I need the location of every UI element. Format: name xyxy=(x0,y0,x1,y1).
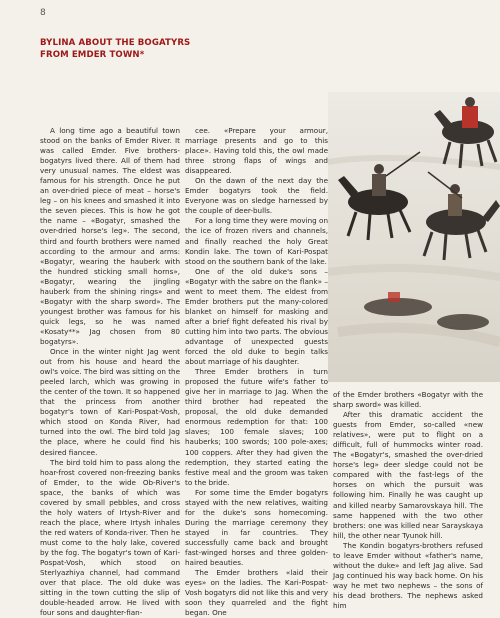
text-column-2 xyxy=(185,126,328,618)
article-title xyxy=(40,37,240,61)
paragraph: For some time the Emder bogatyrs stayed with the new relatives, waiting for the duke's sons homecoming. During the marriage ceremony they stayed in far countries. They successfully came back and brought fast-winged horses and three golden-haired beauties. xyxy=(185,487,328,568)
text-column-3 xyxy=(333,390,483,611)
page-number: 8 xyxy=(40,8,46,18)
title-line-1: BYLINA ABOUT THE BOGATYRS xyxy=(40,38,191,48)
title-line-2: FROM EMDER TOWN* xyxy=(40,50,145,60)
paragraph: cee. «Prepare your armour, marriage presents and go to this place». Having told this, the owl made three strong flaps of wings and disappeared. xyxy=(185,126,328,176)
paragraph: On the dawn of the next day the Emder bogatyrs took the field. Everyone was on sledge harnessed by the couple of deer-bulls. xyxy=(185,176,328,216)
paragraph: The Kondin bogatyrs-brothers refused to leave Emder without «father's name, without the duke» and left Jag alive. Sad Jag continued his way back home. On his way he met two nephews – the sons of his dead brothers. The nephews asked him xyxy=(333,540,483,610)
illustration-painting xyxy=(328,92,500,382)
paragraph: The Emder brothers «laid their eyes» on the ladies. The Kari-Pospat-Vosh bogatyrs did not like this and very soon they quarreled and the fight began. One xyxy=(185,568,328,618)
paragraph: One of the old duke's sons – «Bogatyr with the sabre on the flank» – went to meet them. The eldest from Emder brothers put the many-colored blanket on himself for masking and after a brief fight defeated his rival by cutting him into two parts. The obvious advantage of unexpected guests forced the old duke to begin talks about marriage of his daughter. xyxy=(185,266,328,367)
paragraph: For a long time they were moving on the ice of frozen rivers and channels, and finally reached the holy Great Kondin lake. The town of Kari-Pospat stood on the southern bank of the lake. xyxy=(185,216,328,266)
painting-svg xyxy=(328,92,500,382)
paragraph: The bird told him to pass along the hoar-frost covered non-freezing banks of Emder, to the wide Ob-River's space, the banks of which was covered by small pebbles, and cross the holy waters of Irtysh-River and reach the place, where Irtysh inhales the red waters of Konda-river. Then he must come to the holy lake, covered by the fog. The bogatyr's town of Kari-Pospat-Vosh, which stood on Sterlyazhiya channel, had command over that place. The old duke was sitting in the town cutting the slip of double-headed arrow. He lived with four sons and daughter-fian- xyxy=(40,457,180,618)
text-column-1 xyxy=(40,126,180,618)
paragraph: Once in the winter night Jag went out from his house and heard the owl's voice. The bird was sitting on the peeled larch, which was growing in the center of the town. It so happened that the princess from another bogatyr's town of Kari-Pospat-Vosh, which stood on Konda River, had turned into the owl. The bird told Jag the place, where he could find his desired fiancee. xyxy=(40,347,180,457)
paragraph: Three Emder brothers in turn proposed the future wife's father to give her in marriage to Jag. When the third brother had repeated the proposal, the old duke demanded enormous redemption for that: 100 slaves; 100 female slaves; 100 hauberks; 100 swords; 100 pole-axes; 100 coppers. After they had given the redemption, they started eating the festive meal and the groom was taken to the bride. xyxy=(185,367,328,487)
paragraph: After this dramatic accident the guests from Emder, so-called «new relatives», were put to flight on a difficult, full of hummocks winter road. The «Bogatyr's, smashed the over-dried horse's leg» deer sledge could not be compared with the fast-legs of the horses on which the pursuit was following him. Finally he was caught up and killed nearby Samarovskaya hill. The same happened with the two other brothers: one was killed near Sarayskaya hill, the other near Tyunok hill. xyxy=(333,410,483,540)
paragraph: A long time ago a beautiful town stood on the banks of Emder River. It was called Emder. Five brothers-bogatyrs lived there. All of them had very unusual names. The eldest was famous for his strength. Once he put an over-dried piece of meat – horse's leg – on his knees and smashed it into the seven pieces. This is how he got the name – «Bogatyr, smashed the over-dried horse's leg». The second, third and fourth brothers were named according to the armour and arms: «Bogatyr, wearing the hauberk with the hundred sticking small horns», «Bogatyr, wearing the jingling hauberk from the shining rings» and «Bogatyr with the sharp sword». The youngest brother was famous for his quick legs, so he was named «Kosaty**» Jag chosen from 80 bogatyrs». xyxy=(40,126,180,346)
rider-left xyxy=(338,152,420,240)
rider-right xyxy=(424,172,500,260)
paragraph: of the Emder brothers «Bogatyr with the sharp sword» was killed. xyxy=(333,390,483,410)
rider-red xyxy=(434,97,496,168)
